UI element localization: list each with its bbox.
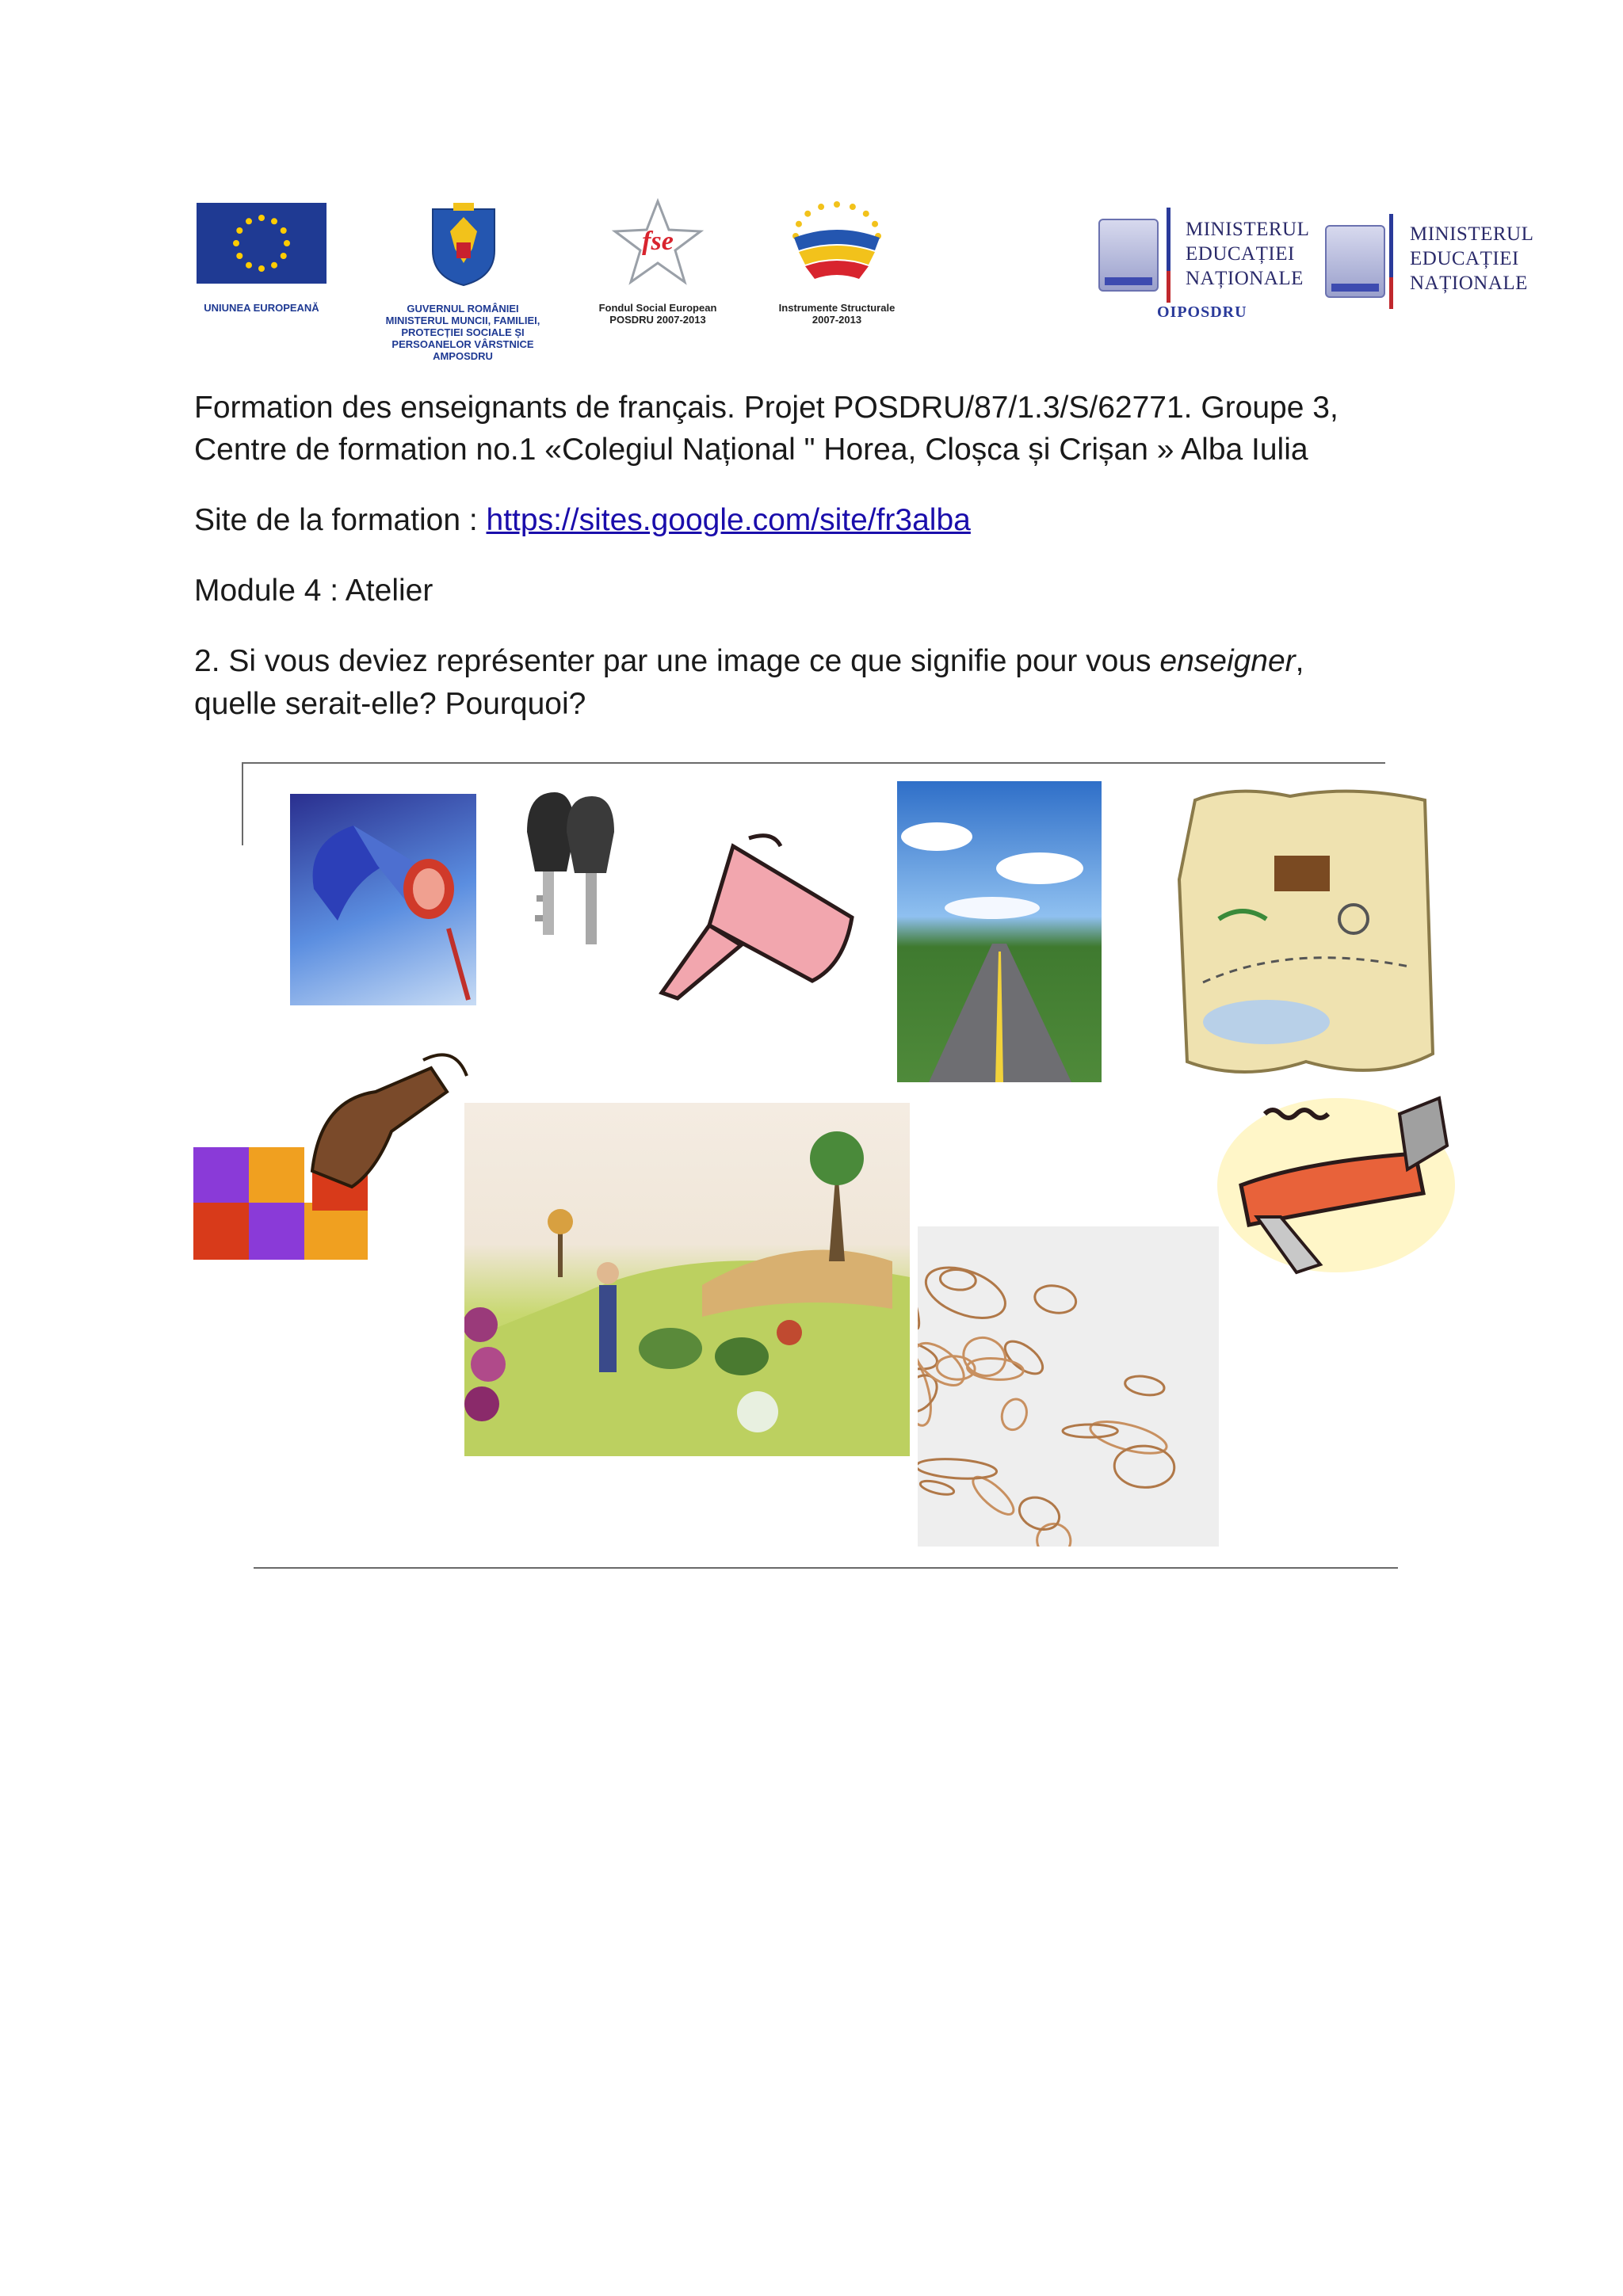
is-caption: Instrumente Structurale 2007-2013 bbox=[778, 302, 896, 326]
rubber-bands-icon bbox=[918, 1226, 1219, 1547]
treasure-map-image bbox=[1171, 784, 1438, 1082]
rubber-band-icon bbox=[999, 1396, 1030, 1432]
gov-caption: GUVERNUL ROMÂNIEI MINISTERUL MUNCII, FAMILIEI, PROTECȚIEI SOCIALE ȘI PERSOANELOR VÂRSTNICE AMPOSDRU bbox=[385, 303, 540, 362]
is-star-icon bbox=[863, 211, 869, 217]
ministry-divider bbox=[1167, 208, 1170, 303]
eu-star-icon bbox=[236, 253, 242, 259]
eu-star-icon bbox=[281, 227, 287, 234]
eu-star-icon bbox=[258, 215, 265, 221]
ministry-1-name: MINISTERUL EDUCAȚIEI NAȚIONALE bbox=[1186, 219, 1310, 289]
rubber-band-icon bbox=[1113, 1444, 1175, 1489]
is-star-icon bbox=[804, 211, 811, 217]
rubber-band-icon bbox=[919, 1478, 956, 1497]
rubber-band-icon bbox=[918, 1267, 923, 1331]
road-landscape-image bbox=[897, 781, 1102, 1082]
ministry-1-sub: OIPOSDRU bbox=[1157, 303, 1247, 321]
romania-coat-of-arms-logo bbox=[430, 201, 498, 287]
intro-line-2: Centre de formation no.1 «Colegiul Național " Horea, Cloșca și Crișan » Alba Iulia bbox=[194, 433, 1308, 467]
is-star-icon bbox=[818, 204, 824, 210]
module-heading: Module 4 : Atelier bbox=[194, 574, 433, 608]
eu-star-icon bbox=[284, 240, 290, 246]
ministry-divider bbox=[1389, 214, 1393, 309]
ministry-2-name: MINISTERUL EDUCAȚIEI NAȚIONALE bbox=[1410, 223, 1534, 294]
is-star-icon bbox=[834, 201, 840, 208]
ministry-crest-icon bbox=[1098, 219, 1159, 292]
rubber-band-icon bbox=[1031, 1518, 1077, 1547]
question-emphasis: enseigner bbox=[1159, 644, 1296, 678]
rubber-band-icon bbox=[1124, 1374, 1166, 1398]
site-line bbox=[194, 499, 971, 542]
eu-star-icon bbox=[271, 218, 277, 224]
eu-caption: UNIUNEA EUROPEANĂ bbox=[204, 302, 319, 314]
corkscrew-knife-icon bbox=[1209, 1082, 1460, 1280]
question-line-2: quelle serait-elle? Pourquoi? bbox=[194, 687, 586, 721]
map-icon bbox=[1171, 784, 1438, 1082]
is-star-icon bbox=[850, 204, 856, 210]
eu-star-icon bbox=[233, 240, 239, 246]
is-star-icon bbox=[872, 221, 878, 227]
rubber-band-icon bbox=[1014, 1492, 1064, 1535]
multi-tool-image bbox=[1209, 1082, 1460, 1280]
hammer-icon bbox=[290, 794, 476, 1005]
eu-star-icon bbox=[271, 262, 277, 269]
intro-line-1: Formation des enseignants de français. Projet POSDRU/87/1.3/S/62771. Groupe 3, bbox=[194, 391, 1338, 425]
collage-top-rule bbox=[242, 762, 1385, 764]
fse-mark: fse bbox=[642, 227, 674, 256]
ministry-crest-icon bbox=[1325, 225, 1385, 298]
rubber-bands-image bbox=[918, 1226, 1219, 1547]
instrumente-structurale-logo bbox=[786, 198, 888, 285]
eu-star-icon bbox=[236, 227, 242, 234]
fse-logo bbox=[610, 198, 705, 287]
road-icon bbox=[897, 781, 1102, 1082]
rubber-band-icon bbox=[918, 1335, 971, 1393]
car-keys-image bbox=[519, 784, 622, 967]
puzzle-hand-image bbox=[193, 1044, 469, 1266]
site-link[interactable]: https://sites.google.com/site/fr3alba bbox=[486, 503, 971, 537]
hammer-image bbox=[290, 794, 476, 1005]
gardener-garden-image bbox=[464, 1103, 910, 1456]
funnel-image bbox=[654, 830, 868, 1006]
eu-star-icon bbox=[246, 218, 252, 224]
puzzle-icon bbox=[193, 1044, 469, 1266]
fse-caption: Fondul Social European POSDRU 2007-2013 bbox=[598, 302, 717, 326]
collage-left-rule bbox=[242, 762, 243, 845]
garden-icon bbox=[464, 1103, 910, 1456]
collage-bottom-rule bbox=[254, 1567, 1398, 1569]
rubber-band-icon bbox=[957, 1331, 1011, 1383]
eu-star-icon bbox=[246, 262, 252, 269]
rubber-band-icon bbox=[1033, 1283, 1079, 1317]
rubber-band-icon bbox=[918, 1457, 997, 1482]
site-label: Site de la formation : bbox=[194, 503, 487, 537]
rubber-band-icon bbox=[919, 1257, 1013, 1328]
eu-flag-logo bbox=[197, 203, 327, 284]
is-star-icon bbox=[796, 221, 802, 227]
question-line-1: 2. Si vous deviez représenter par une image ce que signifie pour vous enseigner, bbox=[194, 644, 1304, 678]
eu-star-icon bbox=[258, 265, 265, 272]
eu-star-icon bbox=[281, 253, 287, 259]
